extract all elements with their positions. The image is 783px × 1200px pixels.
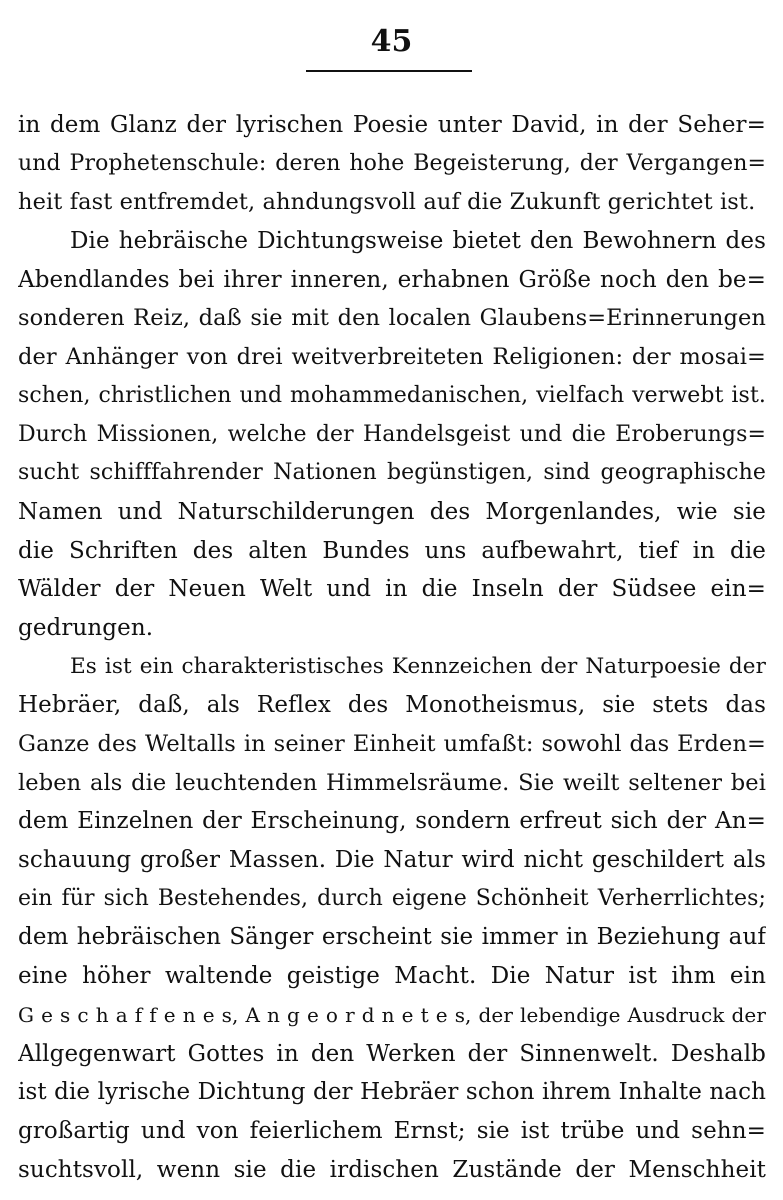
- text-line: der Anhänger von drei weitverbreiteten Religionen: der mosai=: [18, 344, 766, 371]
- text-line: gedrungen.: [18, 614, 154, 641]
- text-line: dem Einzelnen der Erscheinung, sondern erfreut sich der An=: [18, 808, 766, 835]
- text-line: Hebräer, daß, als Reflex des Monotheismus, sie stets das: [18, 692, 766, 719]
- text-line: leben als die leuchtenden Himmelsräume. Sie weilt seltener bei: [18, 769, 766, 796]
- text-line: Durch Missionen, welche der Handelsgeist und die Eroberungs=: [18, 421, 766, 447]
- text-line: Namen und Naturschilderungen des Morgenlandes, wie sie: [18, 498, 766, 525]
- text-line: Ganze des Weltalls in seiner Einheit umfaßt: sowohl das Erden=: [18, 731, 766, 757]
- text-line: ist die lyrische Dichtung der Hebräer schon ihrem Inhalte nach: [18, 1079, 766, 1106]
- text-line: sucht schifffahrender Nationen begünstigen, sind geographische: [18, 460, 766, 486]
- text-line: schen, christlichen und mohammedanischen, vielfach verwebt ist.: [18, 382, 766, 408]
- text-line: in dem Glanz der lyrischen Poesie unter David, in der Seher=: [18, 112, 766, 138]
- text-line: Wälder der Neuen Welt und in die Inseln der Südsee ein=: [18, 576, 766, 603]
- text-line: ein für sich Bestehendes, durch eigene Schönheit Verherrlichtes;: [18, 885, 766, 911]
- page-number: 45: [370, 24, 413, 59]
- text-line: Allgegenwart Gottes in den Werken der Sinnenwelt. Deshalb: [18, 1040, 766, 1067]
- text-line: eine höher waltende geistige Macht. Die Natur ist ihm ein: [18, 963, 766, 990]
- text-line: schauung großer Massen. Die Natur wird nicht geschildert als: [18, 847, 766, 874]
- text-line: heit fast entfremdet, ahndungsvoll auf die Zukunft gerichtet ist.: [18, 189, 756, 216]
- header-rule: [306, 70, 472, 72]
- text-line: die Schriften des alten Bundes uns aufbewahrt, tief in die: [18, 537, 766, 564]
- text-line: G e s c h a f f e n e s, A n g e o r d n e t e s, der lebendige Ausdruck der: [18, 1002, 766, 1027]
- text-line: Abendlandes bei ihrer inneren, erhabnen Größe noch den be=: [18, 266, 766, 293]
- text-line: und Prophetenschule: deren hohe Begeisterung, der Vergangen=: [18, 150, 766, 176]
- text-line: großartig und von feierlichem Ernst; sie ist trübe und sehn=: [18, 1117, 766, 1144]
- body-text: [18, 106, 766, 1189]
- text-line: dem hebräischen Sänger erscheint sie immer in Beziehung auf: [18, 924, 766, 951]
- text-line: suchtsvoll, wenn sie die irdischen Zustände der Menschheit: [18, 1156, 766, 1183]
- text-line: Es ist ein charakteristisches Kennzeichen der Naturpoesie der: [70, 653, 766, 679]
- text-line: Die hebräische Dichtungsweise bietet den Bewohnern des: [70, 228, 766, 255]
- text-line: sonderen Reiz, daß sie mit den localen Glaubens=Erinnerungen: [18, 305, 766, 332]
